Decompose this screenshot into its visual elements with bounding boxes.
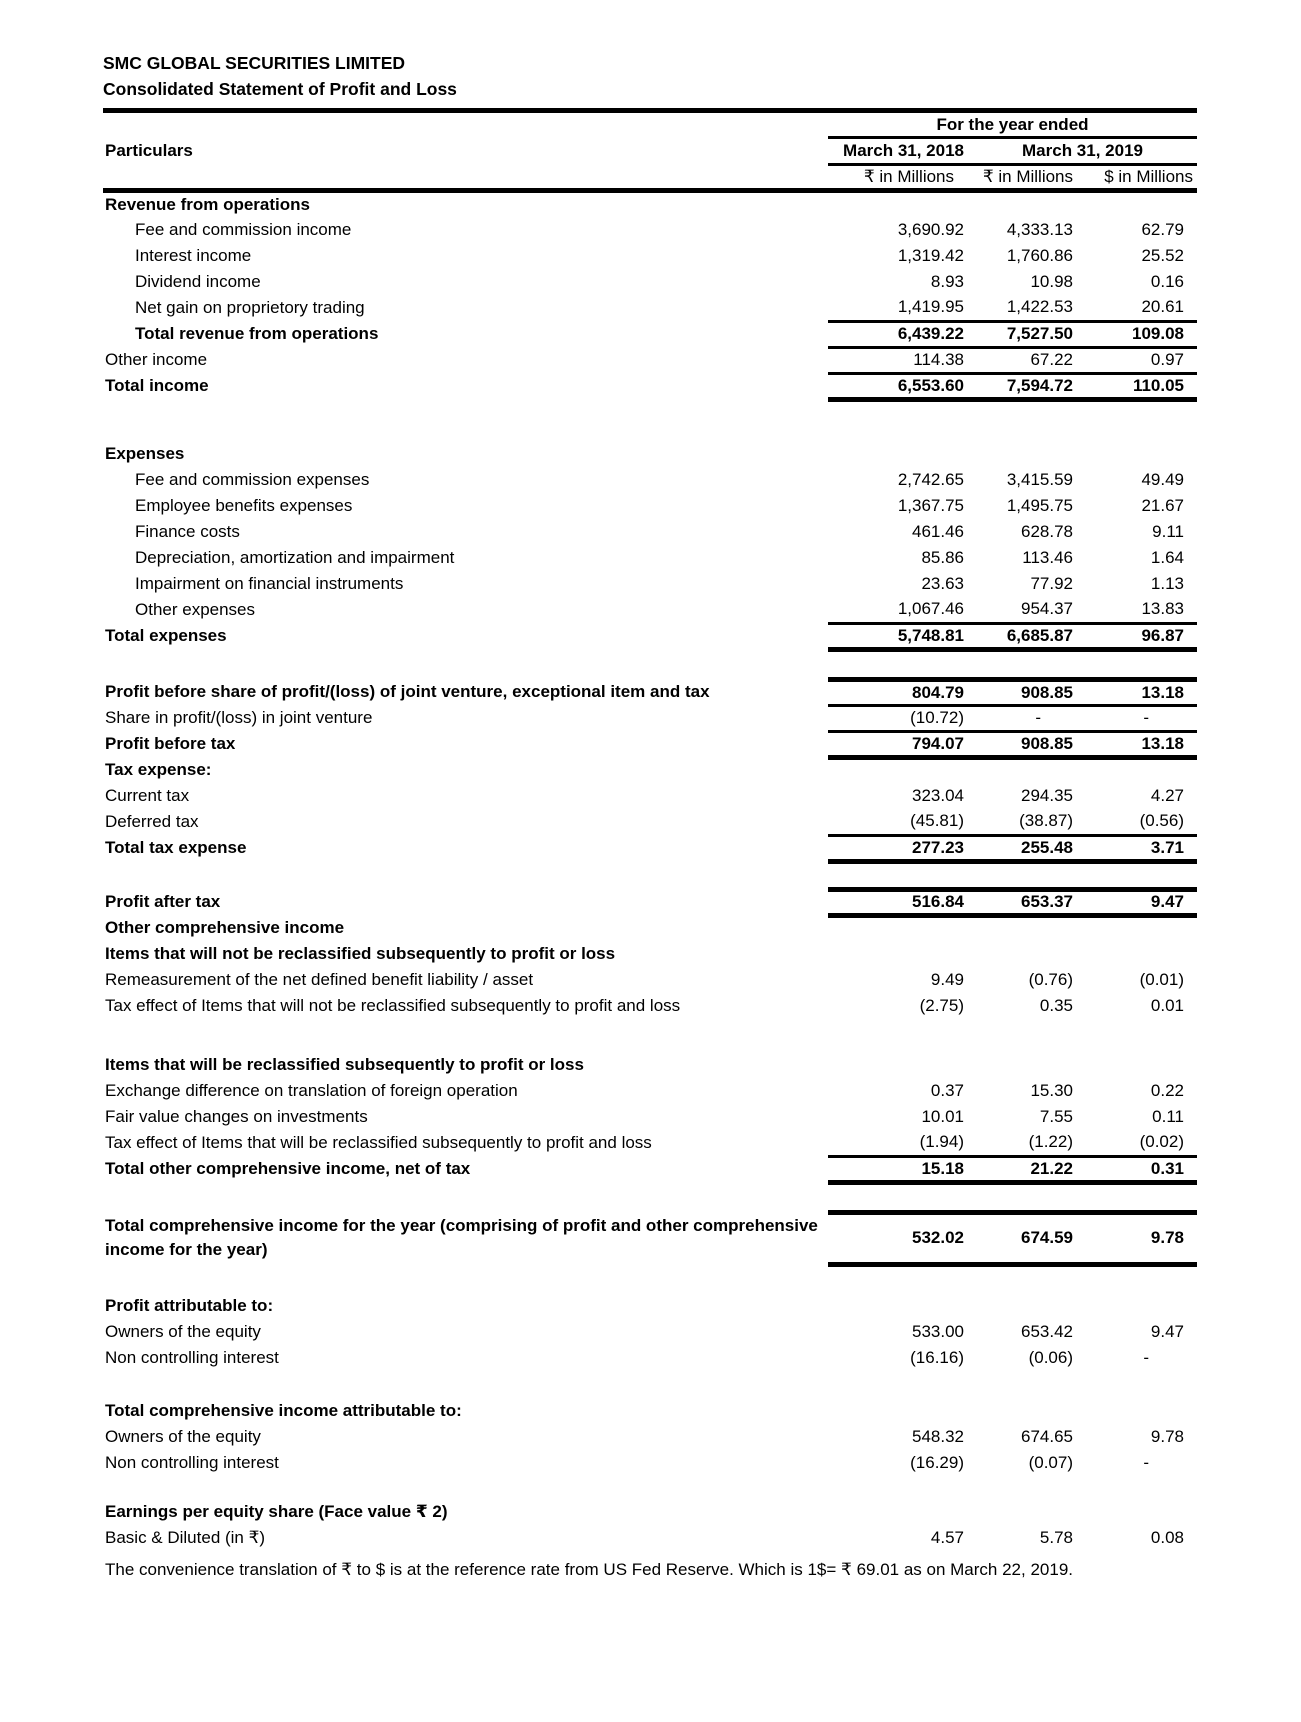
value-2019-inr: 7.55: [1039, 1107, 1073, 1126]
value-2019-usd: [1075, 1019, 1197, 1052]
table-row: [103, 1156, 1197, 1182]
value-2018-inr: 516.84: [828, 889, 968, 915]
value-2019-inr: 908.85: [968, 679, 1075, 705]
value-2018-inr: 1,067.46: [828, 597, 968, 623]
table-row: [103, 889, 1197, 915]
table-row: [103, 373, 1197, 399]
table-row: [103, 705, 1197, 731]
value-2019-inr: 653.42: [1021, 1322, 1073, 1341]
table-row: [103, 783, 1197, 809]
particulars-header: Particulars: [105, 141, 193, 160]
row-label: [103, 861, 828, 889]
value-2019-usd: 13.18: [1075, 731, 1197, 757]
value-2019-usd: 62.79: [1141, 220, 1184, 239]
value-2019-inr: 0.35: [1039, 996, 1073, 1015]
row-label: Interest income: [135, 246, 252, 265]
value-2018-inr: (45.81): [828, 809, 968, 835]
row-label: Profit after tax: [105, 892, 221, 911]
value-2018-inr: [828, 1371, 968, 1398]
row-label: Tax effect of Items that will not be reclassified subsequently to profit and loss: [105, 996, 681, 1015]
value-2018-inr: [828, 1398, 968, 1424]
value-2019-usd: 9.11: [1152, 522, 1184, 541]
value-2018-inr: [828, 1293, 968, 1319]
table-row: [103, 1450, 1197, 1476]
value-2018-inr: [828, 941, 968, 967]
value-2018-inr: 114.38: [828, 347, 968, 373]
table-row: [103, 993, 1197, 1019]
value-2019-inr: (1.22): [968, 1130, 1075, 1156]
value-2019-usd: 49.49: [1141, 470, 1184, 489]
value-2018-inr: 1,419.95: [828, 295, 968, 321]
value-2019-inr: [968, 649, 1075, 679]
value-2019-inr: [968, 1371, 1075, 1398]
spacer-row: [103, 399, 1197, 441]
table-row: [103, 269, 1197, 295]
value-2019-inr: 674.59: [968, 1212, 1075, 1264]
value-2019-inr: 113.46: [1022, 548, 1073, 567]
value-2019-inr: [968, 1476, 1075, 1499]
value-2019-usd: 3.71: [1075, 835, 1197, 861]
value-2019-usd: 20.61: [1075, 295, 1197, 321]
value-2019-inr: 294.35: [1021, 786, 1073, 805]
value-2019-usd: 0.22: [1150, 1081, 1184, 1100]
value-2018-inr: 461.46: [912, 522, 964, 541]
table-row: [103, 1398, 1197, 1424]
value-2019-usd: 1.13: [1150, 574, 1184, 593]
row-label: Total income: [105, 376, 209, 395]
table-row: [103, 1424, 1197, 1450]
row-label: [103, 1371, 828, 1398]
column-header-2018: March 31, 2018: [828, 138, 968, 165]
value-2018-inr: [828, 1182, 968, 1212]
value-2018-inr: 15.18: [828, 1156, 968, 1182]
row-label: Fair value changes on investments: [105, 1107, 368, 1126]
value-2019-usd: [1075, 1293, 1197, 1319]
value-2018-inr: 2,742.65: [897, 470, 964, 489]
value-2019-inr: 255.48: [968, 835, 1075, 861]
table-row: [103, 809, 1197, 835]
row-label: Total other comprehensive income, net of tax: [105, 1159, 471, 1178]
unit-2018-inr: ₹ in Millions: [828, 165, 968, 191]
value-2019-inr: 5.78: [1039, 1528, 1073, 1547]
value-2019-inr: 7,527.50: [968, 321, 1075, 347]
value-2019-inr: 10.98: [1030, 272, 1073, 291]
row-label: Tax expense:: [105, 760, 212, 779]
value-2018-inr: 548.32: [912, 1427, 964, 1446]
value-2019-inr: 21.22: [968, 1156, 1075, 1182]
value-2019-inr: 653.37: [968, 889, 1075, 915]
row-label: Share in profit/(loss) in joint venture: [105, 708, 373, 727]
row-label: Profit attributable to:: [105, 1296, 274, 1315]
row-label: Net gain on proprietory trading: [135, 298, 365, 317]
row-label: Other income: [105, 350, 208, 369]
value-2019-usd: 0.16: [1150, 272, 1184, 291]
table-row: [103, 1525, 1197, 1551]
value-2019-usd: [1075, 1264, 1197, 1293]
value-2019-inr: [968, 861, 1075, 889]
value-2019-inr: [968, 441, 1075, 467]
table-row: [103, 243, 1197, 269]
value-2018-inr: (1.94): [828, 1130, 968, 1156]
row-label: Depreciation, amortization and impairment: [135, 548, 455, 567]
value-2019-usd: 0.08: [1150, 1528, 1184, 1547]
table-row: [103, 757, 1197, 783]
value-2018-inr: 532.02: [828, 1212, 968, 1264]
value-2019-usd: -: [1075, 705, 1197, 731]
value-2019-inr: 7,594.72: [968, 373, 1075, 399]
unit-2019-usd: $ in Millions: [1075, 165, 1197, 191]
row-label: Total revenue from operations: [135, 324, 379, 343]
value-2018-inr: [828, 1052, 968, 1078]
period-header-row: [103, 111, 1197, 138]
spacer-row: [103, 1019, 1197, 1052]
value-2019-usd: [1075, 1476, 1197, 1499]
statement-title: Consolidated Statement of Profit and Loss: [103, 79, 457, 99]
value-2019-inr: [968, 1293, 1075, 1319]
value-2019-inr: (38.87): [968, 809, 1075, 835]
value-2018-inr: 4.57: [930, 1528, 964, 1547]
row-label: Items that will not be reclassified subsequently to profit or loss: [105, 944, 616, 963]
spacer-row: [103, 649, 1197, 679]
table-body: [103, 191, 1197, 1552]
value-2019-inr: 3,415.59: [1006, 470, 1073, 489]
table-row: [103, 467, 1197, 493]
profit-loss-table: [103, 108, 1197, 1551]
company-name: SMC GLOBAL SECURITIES LIMITED: [103, 53, 406, 73]
value-2018-inr: 5,748.81: [828, 623, 968, 649]
table-row: [103, 731, 1197, 757]
value-2019-usd: 110.05: [1075, 373, 1197, 399]
value-2019-inr: -: [968, 705, 1075, 731]
value-2019-inr: 628.78: [1021, 522, 1073, 541]
table-row: [103, 571, 1197, 597]
value-2019-usd: [1075, 941, 1197, 967]
table-row: [103, 545, 1197, 571]
value-2019-usd: 0.01: [1150, 996, 1184, 1015]
table-row: [103, 493, 1197, 519]
value-2019-inr: 77.92: [1030, 574, 1073, 593]
value-2019-usd: [1075, 1052, 1197, 1078]
value-2019-usd: -: [1143, 1348, 1149, 1367]
value-2019-usd: [1075, 915, 1197, 941]
value-2019-usd: 21.67: [1141, 496, 1184, 515]
row-label: Other expenses: [135, 600, 256, 619]
table-row: [103, 1130, 1197, 1156]
value-2019-inr: (0.76): [1028, 970, 1073, 989]
row-label: Total expenses: [105, 626, 227, 645]
row-label: Owners of the equity: [105, 1322, 261, 1341]
value-2019-usd: 0.97: [1075, 347, 1197, 373]
period-header: For the year ended: [828, 111, 1197, 138]
row-label: Profit before share of profit/(loss) of joint venture, exceptional item and tax: [105, 682, 710, 701]
value-2018-inr: [828, 649, 968, 679]
value-2018-inr: (2.75): [919, 996, 964, 1015]
spacer-row: [103, 1371, 1197, 1398]
table-row: [103, 1052, 1197, 1078]
units-row: [103, 165, 1197, 191]
value-2019-inr: 15.30: [1030, 1081, 1073, 1100]
table-row: [103, 1345, 1197, 1371]
value-2019-inr: [968, 1052, 1075, 1078]
value-2019-usd: [1075, 757, 1197, 783]
value-2019-inr: [968, 1182, 1075, 1212]
value-2019-inr: [968, 191, 1075, 218]
value-2019-usd: [1075, 861, 1197, 889]
row-label: Other comprehensive income: [105, 918, 345, 937]
value-2019-usd: 0.11: [1152, 1107, 1184, 1126]
value-2019-usd: 9.47: [1075, 889, 1197, 915]
row-label: Impairment on financial instruments: [135, 574, 404, 593]
value-2019-inr: [968, 1264, 1075, 1293]
value-2019-usd: 1.64: [1150, 548, 1184, 567]
value-2018-inr: (16.29): [910, 1453, 964, 1472]
value-2019-inr: 67.22: [968, 347, 1075, 373]
value-2019-usd: 109.08: [1075, 321, 1197, 347]
value-2019-inr: 1,422.53: [968, 295, 1075, 321]
spacer-row: [103, 1476, 1197, 1499]
table-row: [103, 967, 1197, 993]
value-2019-usd: [1075, 1182, 1197, 1212]
value-2019-inr: 6,685.87: [968, 623, 1075, 649]
value-2019-usd: (0.56): [1075, 809, 1197, 835]
value-2019-usd: 9.78: [1075, 1212, 1197, 1264]
footnote: The convenience translation of ₹ to $ is at the reference rate from US Fed Reserve. Which is 1$= ₹ 69.01 as on March 22, 2019.: [105, 1560, 1073, 1579]
table-row: [103, 217, 1197, 243]
row-label: Earnings per equity share (Face value ₹ 2): [105, 1502, 448, 1521]
value-2018-inr: [828, 1476, 968, 1499]
row-label: Dividend income: [135, 272, 261, 291]
value-2018-inr: [828, 915, 968, 941]
value-2019-inr: [968, 757, 1075, 783]
value-2018-inr: 9.49: [930, 970, 964, 989]
row-label: [103, 1264, 828, 1293]
value-2019-inr: 1,760.86: [1006, 246, 1073, 265]
value-2018-inr: (16.16): [910, 1348, 964, 1367]
table-row: [103, 1078, 1197, 1104]
value-2018-inr: [828, 441, 968, 467]
row-label: Fee and commission expenses: [135, 470, 370, 489]
table-row: [103, 1293, 1197, 1319]
value-2018-inr: 6,553.60: [828, 373, 968, 399]
value-2018-inr: 0.37: [930, 1081, 964, 1100]
row-label: Fee and commission income: [135, 220, 352, 239]
row-label: Non controlling interest: [105, 1348, 279, 1367]
value-2019-usd: 9.47: [1150, 1322, 1184, 1341]
empty-cell: [103, 111, 828, 138]
row-label: Employee benefits expenses: [135, 496, 353, 515]
value-2019-usd: (0.01): [1139, 970, 1184, 989]
row-label: Tax effect of Items that will be reclassified subsequently to profit and loss: [105, 1133, 652, 1152]
value-2019-usd: [1075, 1499, 1197, 1525]
value-2019-usd: -: [1143, 1453, 1149, 1472]
row-label: [103, 1476, 828, 1499]
value-2019-inr: 954.37: [968, 597, 1075, 623]
value-2018-inr: 533.00: [912, 1322, 964, 1341]
row-label: Basic & Diluted (in ₹): [105, 1528, 266, 1547]
value-2019-inr: [968, 1499, 1075, 1525]
table-row: [103, 191, 1197, 218]
value-2018-inr: 3,690.92: [897, 220, 964, 239]
row-label: Revenue from operations: [105, 195, 310, 214]
value-2019-usd: 9.78: [1150, 1427, 1184, 1446]
value-2019-inr: [968, 399, 1075, 441]
row-label: Expenses: [105, 444, 185, 463]
value-2019-inr: 908.85: [968, 731, 1075, 757]
value-2019-usd: [1075, 399, 1197, 441]
value-2018-inr: 1,319.42: [897, 246, 964, 265]
value-2019-usd: [1075, 191, 1197, 218]
empty-cell: [103, 165, 828, 191]
value-2019-usd: 25.52: [1141, 246, 1184, 265]
row-label: Total tax expense: [105, 838, 247, 857]
table-row: [103, 597, 1197, 623]
table-row: [103, 1319, 1197, 1345]
value-2019-inr: 1,495.75: [1006, 496, 1073, 515]
value-2019-inr: 4,333.13: [1006, 220, 1073, 239]
table-row: [103, 519, 1197, 545]
value-2018-inr: 277.23: [828, 835, 968, 861]
table-row: [103, 321, 1197, 347]
row-label: Owners of the equity: [105, 1427, 261, 1446]
document-page: [103, 50, 1197, 1583]
value-2019-usd: [1075, 649, 1197, 679]
value-2019-inr: [968, 941, 1075, 967]
table-row: [103, 295, 1197, 321]
value-2018-inr: [828, 1264, 968, 1293]
value-2018-inr: [828, 191, 968, 218]
table-row: [103, 623, 1197, 649]
table-row: [103, 347, 1197, 373]
row-label: Non controlling interest: [105, 1453, 279, 1472]
table-row: [103, 941, 1197, 967]
row-label: [103, 399, 828, 441]
value-2019-usd: [1075, 441, 1197, 467]
column-header-row: [103, 138, 1197, 165]
value-2019-inr: (0.06): [1028, 1348, 1073, 1367]
value-2018-inr: 323.04: [912, 786, 964, 805]
value-2019-usd: 96.87: [1075, 623, 1197, 649]
unit-2019-inr: ₹ in Millions: [968, 165, 1075, 191]
value-2018-inr: 85.86: [921, 548, 964, 567]
value-2019-usd: 13.18: [1075, 679, 1197, 705]
table-row: [103, 1104, 1197, 1130]
value-2018-inr: (10.72): [828, 705, 968, 731]
value-2019-usd: 13.83: [1075, 597, 1197, 623]
value-2019-usd: [1075, 1398, 1197, 1424]
table-row: [103, 915, 1197, 941]
value-2019-usd: [1075, 1371, 1197, 1398]
column-header-2019: March 31, 2019: [968, 138, 1197, 165]
value-2018-inr: [828, 757, 968, 783]
row-label: Deferred tax: [105, 812, 199, 831]
spacer-row: [103, 1264, 1197, 1293]
row-label: Finance costs: [135, 522, 240, 541]
table-row: [103, 1499, 1197, 1525]
table-row: [103, 441, 1197, 467]
value-2019-inr: [968, 1398, 1075, 1424]
value-2018-inr: 804.79: [828, 679, 968, 705]
spacer-row: [103, 861, 1197, 889]
table-row: [103, 835, 1197, 861]
spacer-row: [103, 1182, 1197, 1212]
value-2019-inr: [968, 915, 1075, 941]
value-2019-usd: 0.31: [1075, 1156, 1197, 1182]
value-2019-usd: 4.27: [1150, 786, 1184, 805]
value-2018-inr: [828, 1499, 968, 1525]
row-label: [103, 649, 828, 679]
row-label: Total comprehensive income for the year (comprising of profit and other comprehensive income for the year): [105, 1216, 818, 1259]
value-2019-usd: (0.02): [1075, 1130, 1197, 1156]
table-row: [103, 679, 1197, 705]
value-2018-inr: [828, 399, 968, 441]
value-2018-inr: 23.63: [921, 574, 964, 593]
value-2019-inr: (0.07): [1028, 1453, 1073, 1472]
value-2018-inr: 8.93: [930, 272, 964, 291]
value-2019-inr: 674.65: [1021, 1427, 1073, 1446]
value-2018-inr: 10.01: [921, 1107, 964, 1126]
row-label: Total comprehensive income attributable to:: [105, 1401, 462, 1420]
value-2019-inr: [968, 1019, 1075, 1052]
value-2018-inr: 794.07: [828, 731, 968, 757]
row-label: [103, 1182, 828, 1212]
table-row: [103, 1212, 1197, 1264]
row-label: Profit before tax: [105, 734, 236, 753]
row-label: [103, 1019, 828, 1052]
row-label: Remeasurement of the net defined benefit liability / asset: [105, 970, 534, 989]
row-label: Exchange difference on translation of foreign operation: [105, 1081, 518, 1100]
value-2018-inr: [828, 1019, 968, 1052]
value-2018-inr: 6,439.22: [828, 321, 968, 347]
row-label: Current tax: [105, 786, 190, 805]
value-2018-inr: 1,367.75: [897, 496, 964, 515]
row-label: Items that will be reclassified subsequently to profit or loss: [105, 1055, 584, 1074]
value-2018-inr: [828, 861, 968, 889]
